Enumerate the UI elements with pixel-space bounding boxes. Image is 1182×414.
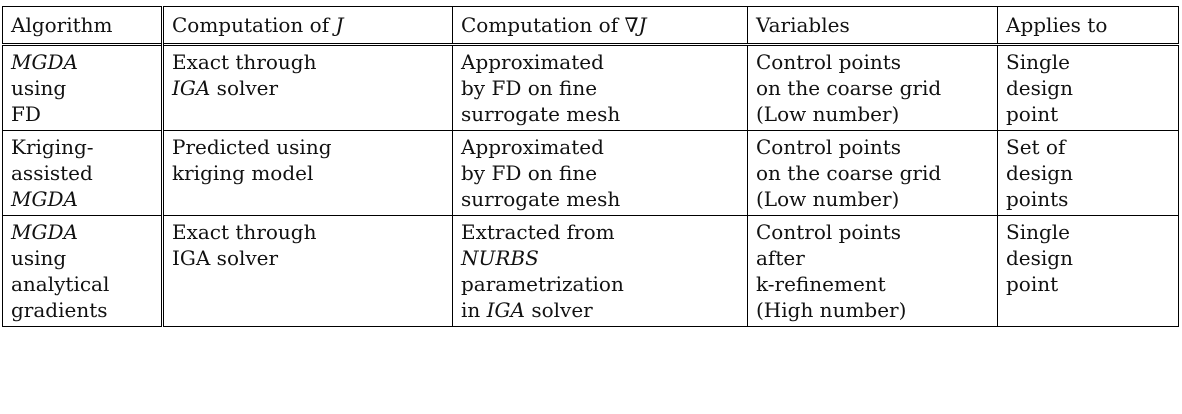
text-segment: Computation of (172, 13, 336, 37)
table-cell (453, 216, 748, 327)
text-segment: FD (11, 102, 41, 126)
cell-line (11, 49, 155, 75)
text-segment: using (11, 76, 67, 100)
table-cell (748, 45, 998, 131)
table-row (3, 216, 1179, 327)
table-cell (163, 45, 453, 131)
cell-line (461, 101, 741, 127)
cell-line (1006, 160, 1172, 186)
cell-line (11, 75, 155, 101)
text-segment: on the coarse grid (756, 161, 942, 185)
text-segment: solver (524, 298, 593, 322)
table-cell (453, 131, 748, 216)
table-cell (3, 131, 163, 216)
text-segment: Extracted from (461, 220, 615, 244)
text-segment: surrogate mesh (461, 102, 621, 126)
cell-line (172, 160, 446, 186)
cell-line (172, 134, 446, 160)
column-header (163, 7, 453, 45)
table-header (3, 7, 1179, 45)
cell-line (756, 160, 991, 186)
text-segment: Control points (756, 50, 902, 74)
text-segment: solver (210, 76, 279, 100)
algorithm-comparison-table (2, 6, 1179, 327)
cell-line (756, 186, 991, 212)
cell-line (1006, 101, 1172, 127)
cell-line (461, 219, 741, 245)
text-segment: parametrization (461, 272, 624, 296)
text-segment: in (461, 298, 487, 322)
table-cell (3, 45, 163, 131)
table-cell (453, 45, 748, 131)
italic-text: NURBS (461, 246, 539, 270)
italic-text: IGA (486, 298, 525, 322)
text-segment: gradients (11, 298, 108, 322)
column-header (998, 7, 1179, 45)
column-header (3, 7, 163, 45)
text-segment: point (1006, 272, 1059, 296)
cell-line (11, 134, 155, 160)
italic-text: J (638, 13, 647, 37)
text-segment: Applies to (1006, 13, 1108, 37)
text-segment: Computation of ∇ (461, 13, 639, 37)
cell-line (11, 160, 155, 186)
cell-line (11, 101, 155, 127)
cell-line (1006, 134, 1172, 160)
text-segment: surrogate mesh (461, 187, 621, 211)
text-segment: Predicted using (172, 135, 332, 159)
cell-line (461, 75, 741, 101)
table-header-row (3, 7, 1179, 45)
cell-line (11, 186, 155, 212)
cell-line (1006, 219, 1172, 245)
text-segment: design (1006, 161, 1073, 185)
table-cell (748, 131, 998, 216)
cell-line (461, 271, 741, 297)
text-segment: Exact through (172, 220, 317, 244)
text-segment: point (1006, 102, 1059, 126)
table-cell (998, 131, 1179, 216)
table-cell (998, 216, 1179, 327)
text-segment: Control points (756, 220, 902, 244)
text-segment: Exact through (172, 50, 317, 74)
text-segment: Control points (756, 135, 902, 159)
text-segment: by FD on fine (461, 76, 598, 100)
cell-line (756, 134, 991, 160)
cell-line (461, 186, 741, 212)
table-cell (163, 131, 453, 216)
italic-text: MGDA (11, 220, 78, 244)
text-segment: (High number) (756, 298, 907, 322)
cell-line (1006, 245, 1172, 271)
cell-line (461, 134, 741, 160)
text-segment: after (756, 246, 805, 270)
cell-line (1006, 75, 1172, 101)
cell-line (11, 245, 155, 271)
text-segment: points (1006, 187, 1069, 211)
cell-line (756, 49, 991, 75)
cell-line (461, 49, 741, 75)
text-segment: design (1006, 76, 1073, 100)
cell-line (756, 271, 991, 297)
cell-line (172, 219, 446, 245)
text-segment: using (11, 246, 67, 270)
text-segment: Algorithm (11, 13, 113, 37)
table-row (3, 131, 1179, 216)
text-segment: Variables (756, 13, 850, 37)
text-segment: kriging model (172, 161, 314, 185)
cell-line (756, 297, 991, 323)
italic-text: IGA (172, 76, 211, 100)
cell-line (756, 75, 991, 101)
cell-line (172, 49, 446, 75)
text-segment: analytical (11, 272, 110, 296)
text-segment: Single (1006, 50, 1071, 74)
cell-line (172, 245, 446, 271)
table-row (3, 45, 1179, 131)
cell-line (461, 245, 741, 271)
text-segment: Approximated (461, 50, 604, 74)
column-header (453, 7, 748, 45)
text-segment: Kriging- (11, 135, 94, 159)
text-segment: (Low number) (756, 187, 900, 211)
table-body (3, 45, 1179, 327)
text-segment: k-refinement (756, 272, 886, 296)
text-segment: IGA solver (172, 246, 279, 270)
cell-line (11, 271, 155, 297)
cell-line (1006, 49, 1172, 75)
cell-line (11, 219, 155, 245)
italic-text: J (335, 13, 344, 37)
cell-line (756, 245, 991, 271)
cell-line (756, 219, 991, 245)
table-cell (3, 216, 163, 327)
cell-line (756, 101, 991, 127)
column-header (748, 7, 998, 45)
text-segment: by FD on fine (461, 161, 598, 185)
text-segment: assisted (11, 161, 93, 185)
table-cell (163, 216, 453, 327)
text-segment: Set of (1006, 135, 1066, 159)
italic-text: MGDA (11, 187, 78, 211)
cell-line (461, 160, 741, 186)
text-segment: on the coarse grid (756, 76, 942, 100)
italic-text: MGDA (11, 50, 78, 74)
text-segment: design (1006, 246, 1073, 270)
table-cell (748, 216, 998, 327)
text-segment: (Low number) (756, 102, 900, 126)
text-segment: Approximated (461, 135, 604, 159)
text-segment: Single (1006, 220, 1071, 244)
cell-line (11, 297, 155, 323)
cell-line (172, 75, 446, 101)
cell-line (1006, 271, 1172, 297)
cell-line (1006, 186, 1172, 212)
table-cell (998, 45, 1179, 131)
cell-line (461, 297, 741, 323)
